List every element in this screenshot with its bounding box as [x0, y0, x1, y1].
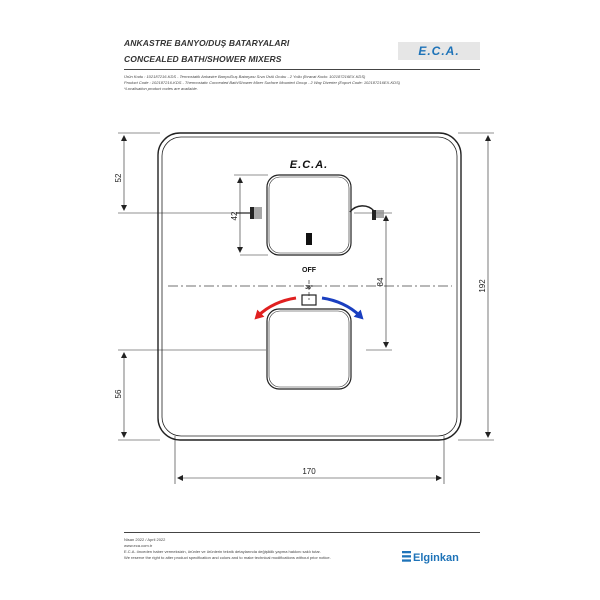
- localisation-note: *Localisation product codes are available.: [124, 86, 198, 91]
- dimension-192: [458, 133, 494, 440]
- product-code-tr: Ürün Kodu : 102187216-KDS - Termostatik Ankastre Banyo/Duş Bataryası Sıva Üstü Grubu - 2 Yollu (İhracat Kodu: 102187216EX-KDS): [124, 74, 366, 79]
- dim-label-56: 56: [114, 389, 123, 399]
- dimension-56: [118, 350, 266, 440]
- plate-eca-logo: E.C.A.: [289, 159, 329, 171]
- dim-label-84: 84: [376, 277, 385, 287]
- dim-label-42: 42: [230, 211, 239, 221]
- thermostat-knob: [267, 309, 351, 389]
- dimension-170: [175, 436, 444, 484]
- hot-direction-arrow: [258, 298, 296, 316]
- footer-note-tr: E.C.A. önceden haber vermeksizin, ürünler ve ürünlerin teknik detaylarında değişiklik yapma hakkını saklı tutar.: [124, 549, 321, 554]
- diverter-indicator: [306, 233, 312, 245]
- elginkan-logo: [402, 551, 459, 564]
- eca-logo-text: E.C.A.: [418, 44, 460, 58]
- footer-divider: [124, 532, 480, 533]
- diverter-knob: [267, 175, 351, 255]
- title-turkish: ANKASTRE BANYO/DUŞ BATARYALARI: [124, 38, 290, 48]
- dimension-52: [118, 133, 240, 213]
- elginkan-mark-icon: [402, 551, 413, 562]
- dim-label-52: 52: [114, 173, 123, 183]
- footer-note-en: We reserve the right to alter product specification and colors and to make technical modifications without prior notice.: [124, 555, 331, 560]
- cold-direction-arrow: [322, 298, 360, 316]
- dimension-84: [354, 213, 392, 350]
- off-label: OFF: [302, 267, 316, 274]
- footer-date: Nisan 2022 / April 2022: [124, 537, 166, 542]
- footer-website: www.eca.com.tr: [124, 543, 153, 548]
- title-english: CONCEALED BATH/SHOWER MIXERS: [124, 54, 282, 64]
- angle-label: 38°: [305, 285, 313, 291]
- elginkan-text: Elginkan: [413, 552, 459, 564]
- dim-label-170: 170: [302, 467, 316, 476]
- product-code-en: Product Code : 102187216-KDS - Thermostatic Concealed Bath/Shower Mixer Surface Mounted Group - 2 Way Diverter (Export Code: 102187216EX-KDS): [124, 80, 401, 85]
- dim-label-192: 192: [478, 279, 487, 293]
